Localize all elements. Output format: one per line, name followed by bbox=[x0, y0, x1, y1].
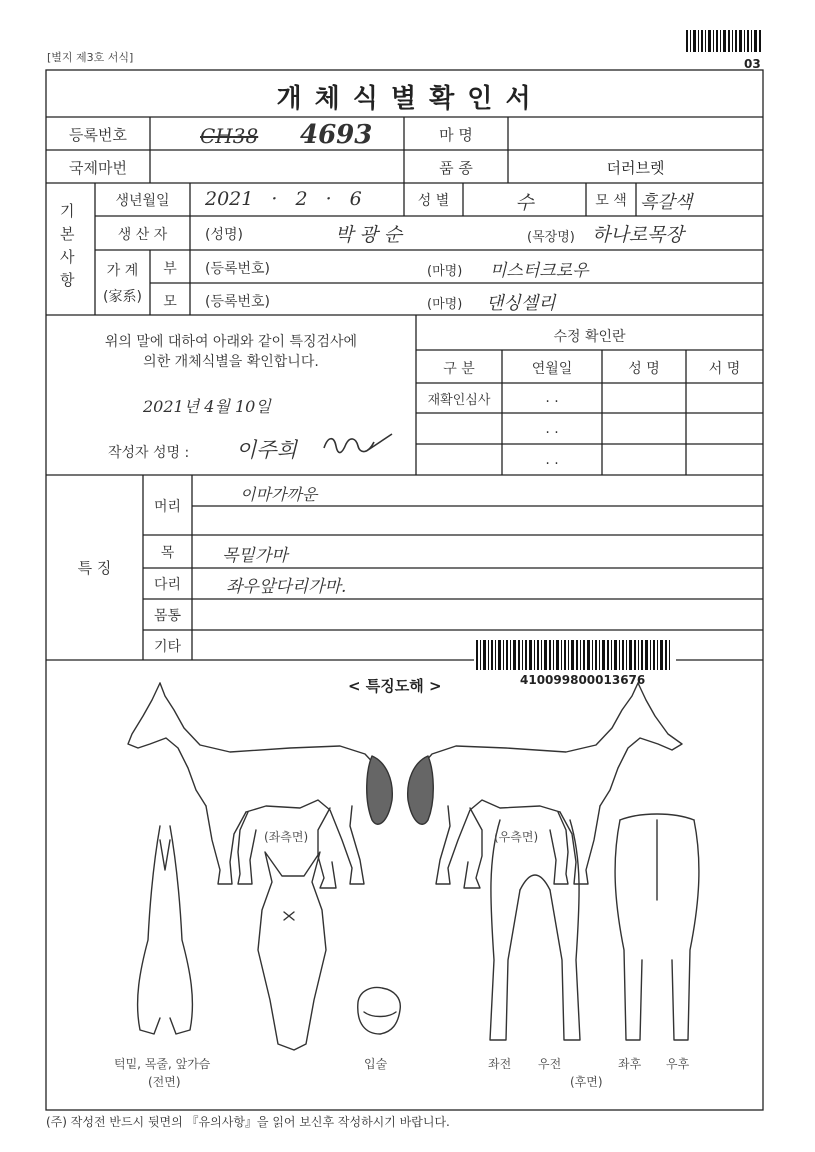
left-hind-caption: 좌후 bbox=[618, 1057, 642, 1071]
birth-label: 생년월일 bbox=[115, 193, 170, 209]
col-name: 성 명 bbox=[628, 361, 660, 377]
head-value: 이마가까운 bbox=[240, 485, 318, 504]
lips-caption: 입술 bbox=[364, 1057, 388, 1071]
front-caption: 턱밑, 목줄, 앞가슴 bbox=[114, 1057, 211, 1071]
writer-value: 이주희 bbox=[236, 438, 297, 462]
left-side-caption: (좌측면) bbox=[264, 830, 309, 844]
other-label: 기타 bbox=[153, 639, 182, 655]
diagram-barcode-number: 4100998000136​76 bbox=[520, 673, 646, 687]
dam-name-prefix: (마명) bbox=[427, 297, 463, 312]
neck-value: 목밑가마 bbox=[222, 546, 288, 566]
head-front-outline bbox=[258, 852, 326, 1050]
revision-date-3: . . bbox=[545, 452, 559, 468]
lips-outline bbox=[358, 988, 401, 1034]
col-kind: 구 분 bbox=[443, 361, 475, 377]
dam-label: 모 bbox=[163, 294, 177, 310]
farm-prefix: (목장명) bbox=[527, 230, 575, 245]
sire-name-prefix: (마명) bbox=[427, 264, 463, 279]
producer-label: 생 산 자 bbox=[117, 227, 168, 243]
head-label: 머리 bbox=[153, 499, 182, 515]
body-label: 몸통 bbox=[153, 608, 182, 624]
revision-title: 수정 확인란 bbox=[553, 329, 626, 345]
sire-name-value: 미스터크로우 bbox=[490, 261, 589, 281]
revision-date-1: . . bbox=[545, 390, 559, 406]
rear-sub-caption: (후면) bbox=[570, 1075, 603, 1089]
color-label: 모 색 bbox=[595, 193, 627, 209]
dam-reg-prefix: (등록번호) bbox=[205, 294, 271, 310]
recheck-label: 재확인심사 bbox=[427, 393, 491, 408]
page-number: 03 bbox=[744, 57, 761, 71]
breed-value: 더러브렛 bbox=[606, 159, 665, 177]
lineage-hanja: (家系) bbox=[103, 289, 142, 305]
right-side-caption: (우측면) bbox=[494, 830, 539, 844]
right-side-horse-outline bbox=[408, 683, 682, 888]
right-hind-caption: 우후 bbox=[666, 1057, 690, 1071]
diagram-title: < 특징도해 > bbox=[348, 677, 442, 695]
revision-date-2: . . bbox=[545, 421, 559, 437]
col-date: 연월일 bbox=[531, 361, 573, 377]
sex-value: 수 bbox=[515, 192, 534, 214]
lineage-label: 가 계 bbox=[106, 263, 139, 279]
sire-reg-prefix: (등록번호) bbox=[205, 261, 271, 277]
forelegs-outline bbox=[490, 820, 580, 1040]
legs-value: 좌우앞다리가마. bbox=[226, 577, 347, 597]
right-fore-caption: 우전 bbox=[538, 1057, 562, 1071]
sex-label: 성 별 bbox=[417, 193, 450, 209]
left-fore-caption: 좌전 bbox=[488, 1057, 512, 1071]
footer-note: (주) 작성전 반드시 뒷면의 『유의사항』을 읽어 보신후 작성하시기 바랍니다. bbox=[46, 1115, 450, 1129]
front-sub-caption: (전면) bbox=[148, 1075, 181, 1089]
writer-label: 작성자 성명 : bbox=[108, 445, 190, 461]
dam-name-value: 댄싱셀리 bbox=[486, 293, 556, 314]
sire-label: 부 bbox=[163, 261, 177, 277]
form-number-label: [별지 제3호 서식] bbox=[47, 51, 134, 64]
reg-no-label: 등록번호 bbox=[69, 126, 127, 144]
producer-name-value: 박 광 순 bbox=[335, 224, 403, 246]
birth-value: 2021 · 2 · 6 bbox=[205, 188, 362, 210]
reg-no-struck: CH38 bbox=[200, 124, 259, 148]
front-view-outline bbox=[138, 826, 193, 1034]
farm-value: 하나로목장 bbox=[592, 224, 684, 246]
statement-date: 2021년 4월 10일 bbox=[143, 397, 271, 416]
document-title: 개 체 식 별 확 인 서 bbox=[276, 84, 533, 114]
statement-line-2: 의한 개체식별을 확인합니다. bbox=[143, 354, 319, 370]
reg-no-value: 4693 bbox=[300, 120, 373, 150]
statement-line-1: 위의 말에 대하여 아래와 같이 특징검사에 bbox=[104, 334, 358, 350]
legs-label: 다리 bbox=[153, 577, 182, 593]
intl-no-label: 국제마번 bbox=[69, 159, 127, 177]
rear-view-outline bbox=[615, 814, 699, 1040]
col-sign: 서 명 bbox=[708, 361, 741, 377]
color-value: 흑갈색 bbox=[640, 192, 693, 213]
horse-name-label: 마 명 bbox=[439, 126, 473, 144]
neck-label: 목 bbox=[160, 545, 175, 561]
breed-label: 품 종 bbox=[439, 159, 473, 177]
basic-section-label: 기본사항 bbox=[60, 202, 75, 289]
features-section-label: 특 징 bbox=[77, 559, 112, 577]
producer-name-prefix: (성명) bbox=[205, 227, 243, 243]
